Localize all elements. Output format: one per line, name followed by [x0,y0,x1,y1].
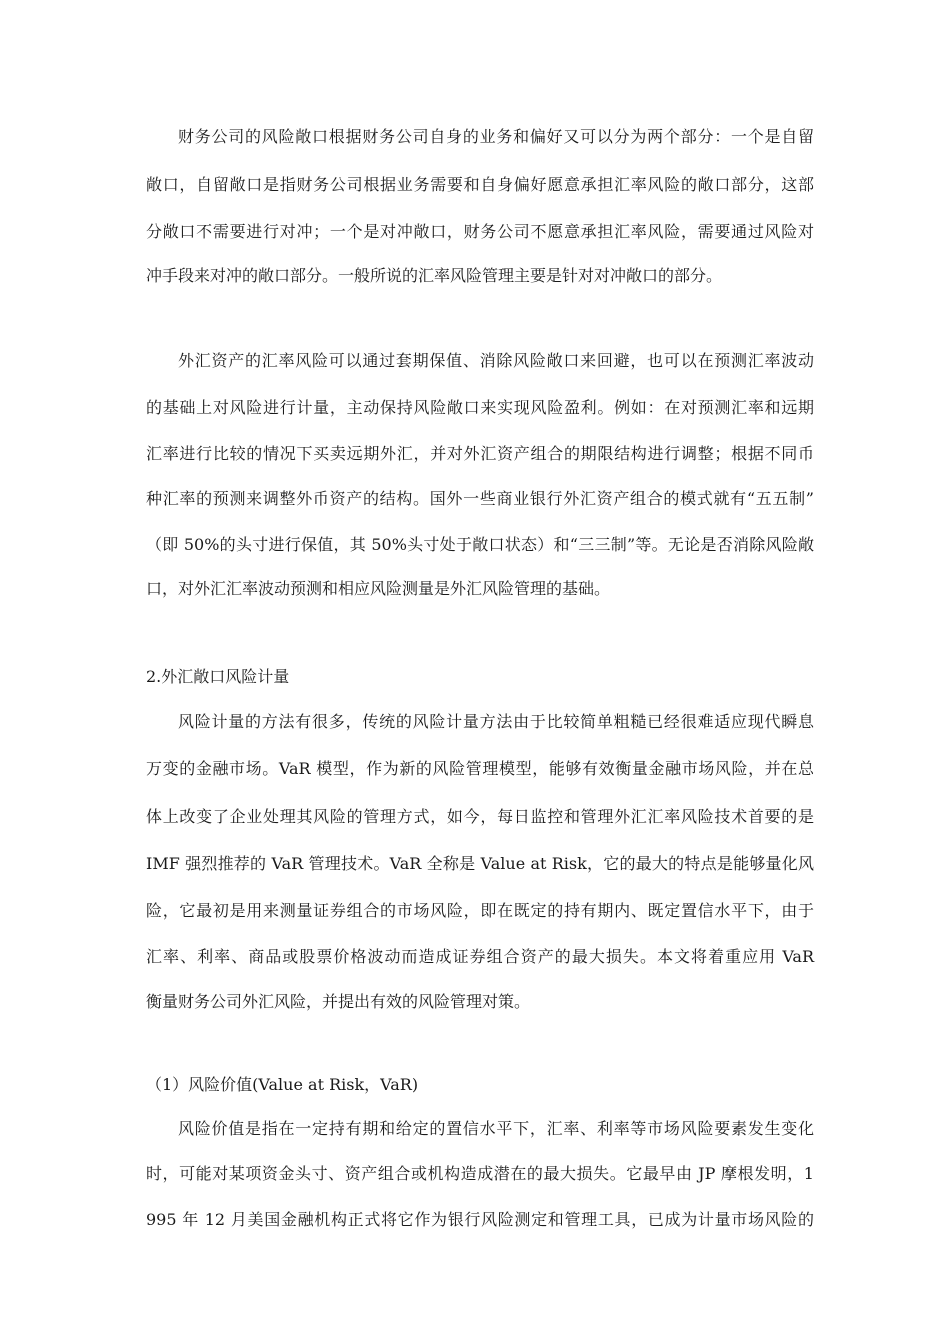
subsection-heading: （1）风险价值(Value at Risk，VaR) [146,1075,419,1094]
paragraph-4-line-1: 风险价值是指在一定持有期和给定的置信水平下，汇率、利率等市场风险要素发生变化 [178,1119,814,1138]
paragraph-2-line-3: 汇率进行比较的情况下买卖远期外汇，并对外汇资产组合的期限结构进行调整；根据不同币 [146,444,814,463]
paragraph-2-line-6: 口，对外汇汇率波动预测和相应风险测量是外汇风险管理的基础。 [146,579,611,598]
paragraph-3-line-5: 险，它最初是用来测量证券组合的市场风险，即在既定的持有期内、既定置信水平下，由于 [146,901,814,920]
paragraph-1-line-2: 敞口，自留敞口是指财务公司根据业务需要和自身偏好愿意承担汇率风险的敞口部分，这部 [146,175,814,194]
paragraph-3-line-3: 体上改变了企业处理其风险的管理方式，如今，每日监控和管理外汇汇率风险技术首要的是 [146,807,814,826]
paragraph-1-line-1: 财务公司的风险敞口根据财务公司自身的业务和偏好又可以分为两个部分：一个是自留 [178,127,814,146]
paragraph-3-line-7: 衡量财务公司外汇风险，并提出有效的风险管理对策。 [146,992,531,1011]
paragraph-4-line-2: 时，可能对某项资金头寸、资产组合或机构造成潜在的最大损失。它最早由 JP 摩根发明，1 [146,1164,814,1183]
paragraph-3-line-1: 风险计量的方法有很多，传统的风险计量方法由于比较简单粗糙已经很难适应现代瞬息 [178,712,814,731]
paragraph-1-line-3: 分敞口不需要进行对冲；一个是对冲敞口，财务公司不愿意承担汇率风险，需要通过风险对 [146,222,814,241]
paragraph-1-line-4: 冲手段来对冲的敞口部分。一般所说的汇率风险管理主要是针对对冲敞口的部分。 [146,266,723,285]
paragraph-3-line-6: 汇率、利率、商品或股票价格波动而造成证券组合资产的最大损失。本文将着重应用 VaR [146,947,814,966]
paragraph-2-line-4: 种汇率的预测来调整外币资产的结构。国外一些商业银行外汇资产组合的模式就有“五五制” [146,489,814,508]
paragraph-2-line-1: 外汇资产的汇率风险可以通过套期保值、消除风险敞口来回避，也可以在预测汇率波动 [178,351,814,370]
paragraph-2-line-2: 的基础上对风险进行计量，主动保持风险敞口来实现风险盈利。例如：在对预测汇率和远期 [146,398,814,417]
section-heading: 2.外汇敞口风险计量 [146,667,290,686]
paragraph-3-line-4: IMF 强烈推荐的 VaR 管理技术。VaR 全称是 Value at Risk，它的最大的特点是能够量化风 [146,854,814,873]
paragraph-4-line-3: 995 年 12 月美国金融机构正式将它作为银行风险测定和管理工具，已成为计量市场风险的 [146,1210,814,1229]
paragraph-2-line-5: （即 50%的头寸进行保值，其 50%头寸处于敞口状态）和“三三制”等。无论是否消除风险敞 [146,535,814,554]
paragraph-3-line-2: 万变的金融市场。VaR 模型，作为新的风险管理模型，能够有效衡量金融市场风险，并在总 [146,759,814,778]
